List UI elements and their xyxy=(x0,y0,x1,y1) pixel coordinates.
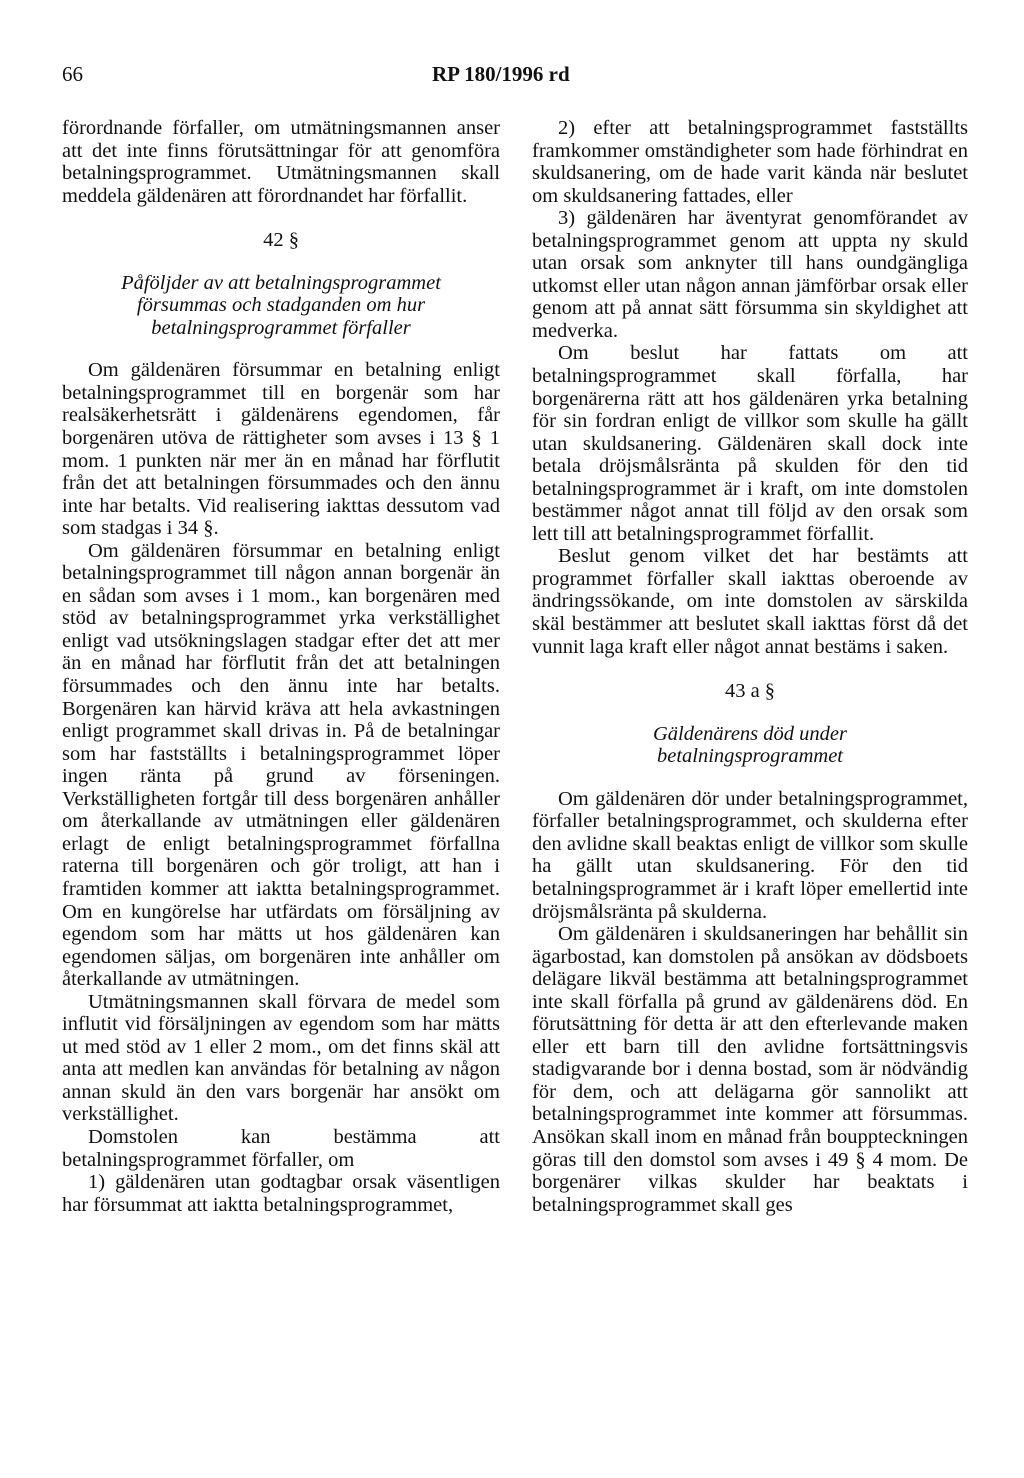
paragraph: 2) efter att betalningsprogrammet fastställts framkommer omständigheter som hade förhindrat en skuldsanering, om de hade varit kända när beslutet om skuldsanering fattades, eller xyxy=(532,117,968,207)
page-number: 66 xyxy=(62,62,83,86)
section-number: 42 § xyxy=(263,229,299,252)
section-number: 43 a § xyxy=(724,680,776,703)
paragraph: Om beslut har fattats om att betalningsprogrammet skall förfalla, har borgenärerna rätt att hos gäldenären yrka betalning för sin fordran enligt de villkor som skulle ha gällt utan skuldsanering. Gäldenären skall dock inte betala dröjsmålsränta på skulden för den tid betalningsprogrammet är i kraft, om inte domstolen bestämmer något annat till följd av den orsak som lett till att betalningsprogrammet förfallit. xyxy=(532,342,968,545)
paragraph: 3) gäldenären har äventyrat genomförandet av betalningsprogrammet genom att uppta ny skuld utan orsak som anknyter till hans oundgängliga utkomst eller utan någon annan jämförbar orsak eller genom att på annat sätt försumma sin skyldighet att medverka. xyxy=(532,207,968,342)
right-column xyxy=(532,117,968,1216)
paragraph: Domstolen kan bestämma att betalningsprogrammet förfaller, om xyxy=(62,1125,500,1171)
paragraph: Om gäldenären försummar en betalning enligt betalningsprogrammet till någon annan borgenär än en sådan som avses i 1 mom., kan borgenären med stöd av betalningsprogrammet yrka verkställighet enligt vad utsökningslagen stadgar efter det att mer än en månad har förflutit från det att betalningen försummades och den ännu inte har betalts. Borgenären kan härvid kräva att hela avkastningen enligt programmet skall drivas in. På de betalningar som har fastställts i betalningsprogrammet löper ingen ränta på grund av förseningen. Verkställigheten fortgår till dess borgenären anhåller om återkallande av utmätningen eller gäldenären erlagt de enligt betalningsprogrammet förfallna raterna till borgenären och gör troligt, att han i framtiden kommer att iaktta betalningsprogrammet. Om en kungörelse har utfärdats om försäljning av egendom som har mätts ut hos gäldenären kan egendomen säljas, om borgenären inte anhåller om återkallande av utmätningen. xyxy=(62,539,500,991)
document-reference: RP 180/1996 rd xyxy=(432,62,570,86)
paragraph: Beslut genom vilket det har bestämts att programmet förfaller skall iakttas oberoende av ändringssökande, om inte domstolen av särskilda skäl bestämmer att beslutet skall iakttas först då det vunnit laga kraft eller något annat bestäms i saken. xyxy=(532,545,968,658)
paragraph: förordnande förfaller, om utmätningsmannen anser att det inte finns förutsättningar för att genomföra betalningsprogrammet. Utmätningsmannen skall meddela gäldenären att förordnandet har förfallit. xyxy=(62,117,500,207)
paragraph: Om gäldenären dör under betalningsprogrammet, förfaller betalningsprogrammet, och skulderna efter den avlidne skall beaktas enligt de villkor som skulle ha gällt utan skuldsanering. För den tid betalningsprogrammet är i kraft löper emellertid inte dröjsmålsränta på skulderna. xyxy=(532,787,968,923)
page-header xyxy=(62,62,962,92)
paragraph: Utmätningsmannen skall förvara de medel som influtit vid försäljningen av egendom som har mätts ut med stöd av 1 eller 2 mom., om det finns skäl att anta att medlen kan användas för betalning av någon annan skuld än den vars borgenär har ansökt om verkställighet. xyxy=(62,990,500,1126)
section-heading: Påföljder av att betalningsprogrammet försummas och stadganden om hur betalningsprogrammet förfaller xyxy=(121,271,441,339)
paragraph: 1) gäldenären utan godtagbar orsak väsentligen har försummat att iaktta betalningsprogrammet, xyxy=(62,1171,500,1216)
left-column xyxy=(62,117,500,1216)
section-heading: Gäldenärens död under betalningsprogrammet xyxy=(653,722,847,768)
paragraph: Om gäldenären försummar en betalning enligt betalningsprogrammet till en borgenär som har realsäkerhetsrätt i gäldenärens egendomen, får borgenären utöva de rättigheter som avses i 13 § 1 mom. 1 punkten när mer än en månad har förflutit från det att betalningen försummades och den ännu inte har betalts. Vid realisering iakttas dessutom vad som stadgas i 34 §. xyxy=(62,359,500,540)
paragraph: Om gäldenären i skuldsaneringen har behållit sin ägarbostad, kan domstolen på ansökan av dödsboets delägare likväl bestämma att betalningsprogrammet inte skall förfalla på grund av gäldenärens död. En förutsättning för detta är att den efterlevande maken eller ett barn till den avlidne fortsättningsvis stadigvarande bor i denna bostad, som är nödvändig för dem, och att delägarna gör sannolikt att betalningsprogrammet inte kommer att försummas. Ansökan skall inom en månad från bouppteckningen göras till den domstol som avses i 49 § 4 mom. De borgenärer vilkas skulder har beaktats i betalningsprogrammet skall ges xyxy=(532,923,968,1216)
